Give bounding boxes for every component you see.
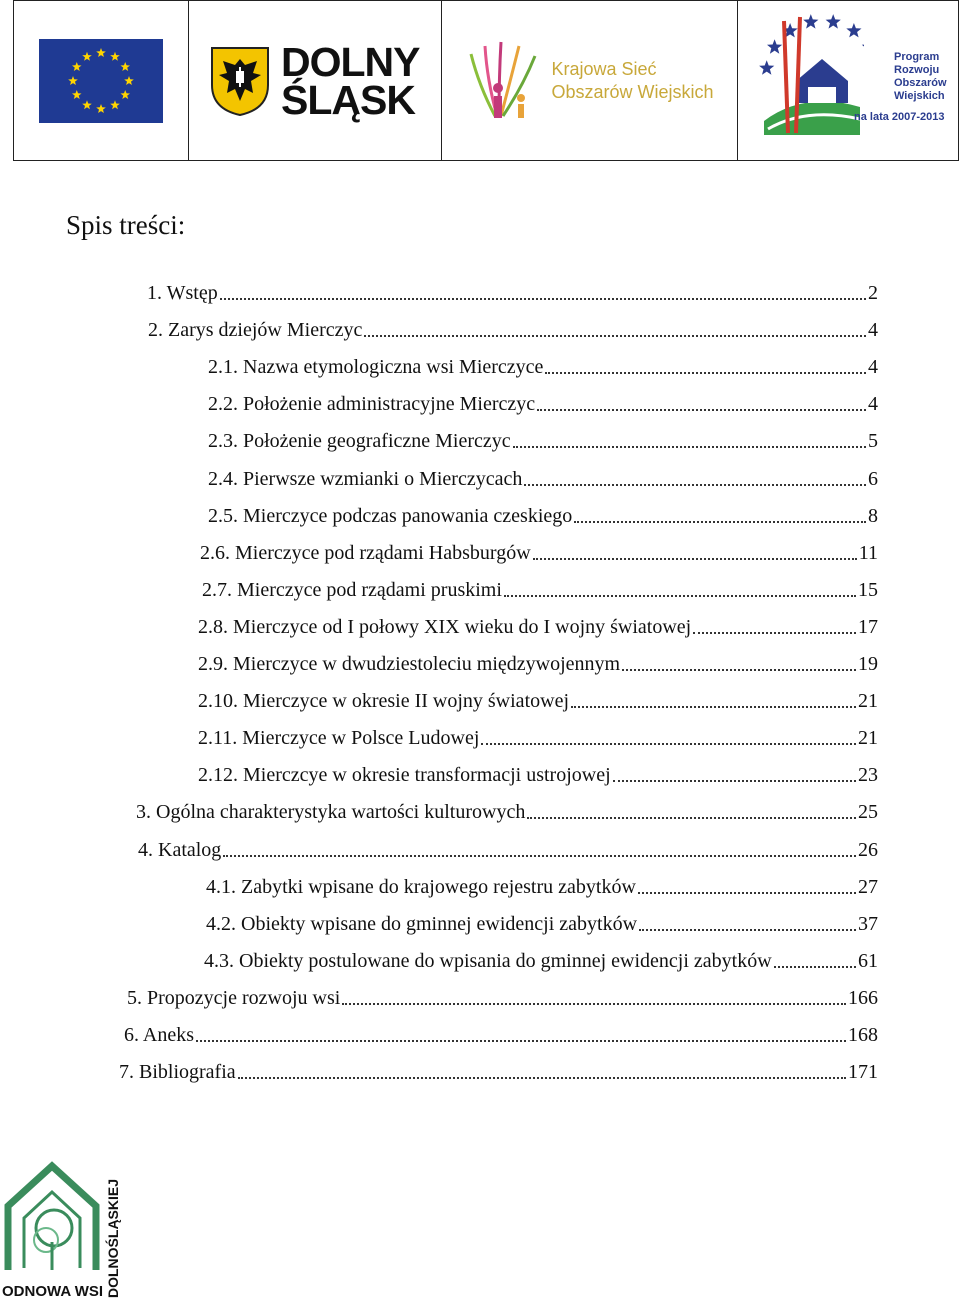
toc-entry[interactable]: [206, 904, 878, 936]
odnowa-wsi-logo: [0, 1158, 125, 1300]
toc-entry[interactable]: [198, 607, 878, 639]
prow-logo-cell: [738, 1, 958, 160]
prow-line-3: Obszarów: [894, 77, 947, 89]
toc-entry-label: 2.8. Mierczyce od I połowy XIX wieku do I wojny światowej: [198, 615, 692, 638]
dolny-slask-wordmark: DOLNY ŚLĄSK: [281, 38, 419, 123]
toc-entry[interactable]: [208, 421, 878, 453]
toc-leader-dots: [342, 1003, 846, 1005]
toc-entry[interactable]: [208, 459, 878, 491]
prow-star-icon: [846, 23, 861, 37]
toc-entry-page: 6: [868, 467, 878, 490]
toc-entry[interactable]: [198, 644, 878, 676]
toc-leader-dots: [524, 484, 866, 486]
toc-entry-label: 2.7. Mierczyce pod rządami pruskimi: [202, 578, 502, 601]
toc-entry-label: 2.12. Mierczcye w okresie transformacji ustrojowej: [198, 764, 611, 787]
toc-entry-label: 2.4. Pierwsze wzmianki o Mierczycach: [208, 467, 523, 490]
toc-entry[interactable]: [127, 978, 878, 1010]
toc-entry-label: 2.9. Mierczyce w dwudziestoleciu międzywojennym: [198, 653, 621, 675]
toc-entry[interactable]: [138, 830, 878, 862]
toc-entry[interactable]: [198, 681, 878, 713]
prow-emblem-icon: [744, 11, 864, 141]
toc-entry-page: 15: [858, 578, 878, 601]
toc-entry-label: 2.2. Położenie administracyjne Mierczyc: [208, 393, 536, 416]
prow-line-2: Rozwoju: [894, 64, 940, 76]
prow-wordmark: [894, 51, 947, 103]
toc-entry[interactable]: [202, 570, 878, 602]
dolnoslaskiej-text: DOLNOŚLĄSKIEJ: [105, 1178, 121, 1298]
toc-leader-dots: [481, 743, 856, 745]
toc-entry-page: 11: [858, 541, 878, 564]
toc-leader-dots: [545, 372, 866, 374]
toc-entry-page: 8: [868, 504, 878, 527]
toc-entry[interactable]: [208, 347, 878, 379]
toc-leader-dots: [638, 892, 856, 894]
toc-entry-page: 17: [858, 615, 878, 638]
toc-entry-page: 25: [858, 801, 878, 824]
toc-leader-dots: [220, 298, 866, 300]
prow-star-icon: [767, 39, 782, 54]
toc-leader-dots: [613, 780, 856, 782]
toc-entry-label: 4. Katalog: [138, 838, 222, 861]
toc-entry-label: 2.11. Mierczyce w Polsce Ludowej: [198, 727, 480, 750]
toc-entry[interactable]: [148, 310, 878, 342]
toc-entry-page: 5: [868, 430, 878, 453]
prow-star-icon: [759, 60, 774, 74]
toc-entry-label: 2.5. Mierczyce podczas panowania czeskiego: [208, 504, 573, 527]
toc-entry[interactable]: [198, 718, 878, 750]
toc-leader-dots: [574, 521, 866, 523]
toc-entry[interactable]: [204, 941, 878, 973]
toc-entry-page: 21: [858, 727, 878, 750]
toc-entry-label: 2.6. Mierczyce pod rządami Habsburgów: [200, 541, 531, 564]
toc-entry-page: 37: [858, 912, 878, 935]
toc-entry-page: 4: [868, 319, 878, 342]
toc-entry[interactable]: [200, 533, 878, 565]
toc-leader-dots: [196, 1040, 846, 1042]
toc-leader-dots: [571, 706, 856, 708]
toc-entry-label: 2.1. Nazwa etymologiczna wsi Mierczyce: [208, 356, 544, 379]
prow-line-1: Program: [894, 51, 940, 63]
toc-leader-dots: [364, 335, 866, 337]
toc-entry-page: 19: [858, 653, 878, 675]
prow-line-4: Wiejskich: [894, 90, 945, 102]
eagle-crest-icon: [209, 45, 271, 117]
toc-entry-label: 4.1. Zabytki wpisane do krajowego rejestru zabytków: [206, 875, 636, 898]
odnowa-wsi-text: ODNOWA WSI: [2, 1283, 104, 1300]
toc-leader-dots: [513, 446, 866, 448]
toc-entry-label: 4.3. Obiekty postulowane do wpisania do gminnej ewidencji zabytków: [204, 949, 772, 972]
ksow-wordmark: [551, 58, 713, 104]
toc-entry[interactable]: [136, 792, 878, 824]
toc-entry[interactable]: [206, 867, 878, 899]
toc-entry-page: 166: [848, 986, 878, 1009]
toc-entry[interactable]: [147, 273, 878, 305]
prow-years: na lata 2007-2013: [854, 111, 945, 123]
toc-entry-page: 27: [858, 875, 878, 898]
ksow-line-2: Obszarów Wiejskich: [551, 81, 714, 102]
toc-leader-dots: [537, 409, 866, 411]
toc-entry[interactable]: [124, 1015, 878, 1047]
prow-star-icon: [862, 39, 864, 54]
toc-entry-page: 61: [858, 949, 878, 972]
toc-entry-page: 168: [848, 1024, 878, 1046]
toc-entry-label: 2.3. Położenie geograficzne Mierczyc: [208, 430, 511, 453]
toc-entry-page: 26: [858, 838, 878, 861]
toc-leader-dots: [774, 966, 856, 968]
toc-entry-label: 2.10. Mierczyce w okresie II wojny światowej: [198, 690, 569, 713]
eu-flag-logo-cell: [14, 1, 189, 160]
dolny-slask-logo-cell: [189, 1, 442, 160]
toc-entry[interactable]: [208, 496, 878, 528]
toc-entry-page: 2: [868, 282, 878, 304]
toc-entry[interactable]: [208, 384, 878, 416]
toc-leader-dots: [504, 595, 856, 597]
ksow-logo-cell: [442, 1, 738, 160]
toc-leader-dots: [527, 817, 856, 819]
toc-entry[interactable]: [119, 1052, 878, 1084]
toc-entry-label: 5. Propozycje rozwoju wsi: [127, 986, 341, 1009]
toc-entry-label: 2. Zarys dziejów Mierczyc: [148, 319, 363, 342]
toc-leader-dots: [693, 632, 856, 634]
header-logo-strip: [13, 0, 959, 161]
toc-leader-dots: [223, 855, 856, 857]
ksow-flower-icon: [465, 36, 545, 126]
prow-star-icon: [826, 14, 841, 29]
toc-title: Spis treści:: [66, 210, 186, 240]
toc-entry-label: 1. Wstęp: [147, 282, 218, 304]
toc-entry-label: 3. Ogólna charakterystyka wartości kulturowych: [136, 801, 526, 824]
toc-entry-label: 7. Bibliografia: [119, 1061, 236, 1084]
eu-flag-icon: [39, 39, 163, 123]
ksow-line-1: Krajowa Sieć: [551, 58, 657, 79]
toc-leader-dots: [622, 669, 856, 671]
toc-leader-dots: [238, 1077, 846, 1079]
toc-entry-page: 4: [868, 356, 878, 379]
toc-leader-dots: [533, 558, 857, 560]
toc-entry-page: 23: [858, 764, 878, 787]
toc-entry[interactable]: [198, 755, 878, 787]
prow-star-icon: [803, 14, 818, 29]
toc-entry-label: 4.2. Obiekty wpisane do gminnej ewidencji zabytków: [206, 912, 638, 935]
toc-leader-dots: [639, 929, 856, 931]
toc-entry-page: 171: [848, 1061, 878, 1084]
toc-entry-page: 21: [858, 690, 878, 713]
toc-entry-label: 6. Aneks: [124, 1024, 194, 1046]
toc-entry-page: 4: [868, 393, 878, 416]
